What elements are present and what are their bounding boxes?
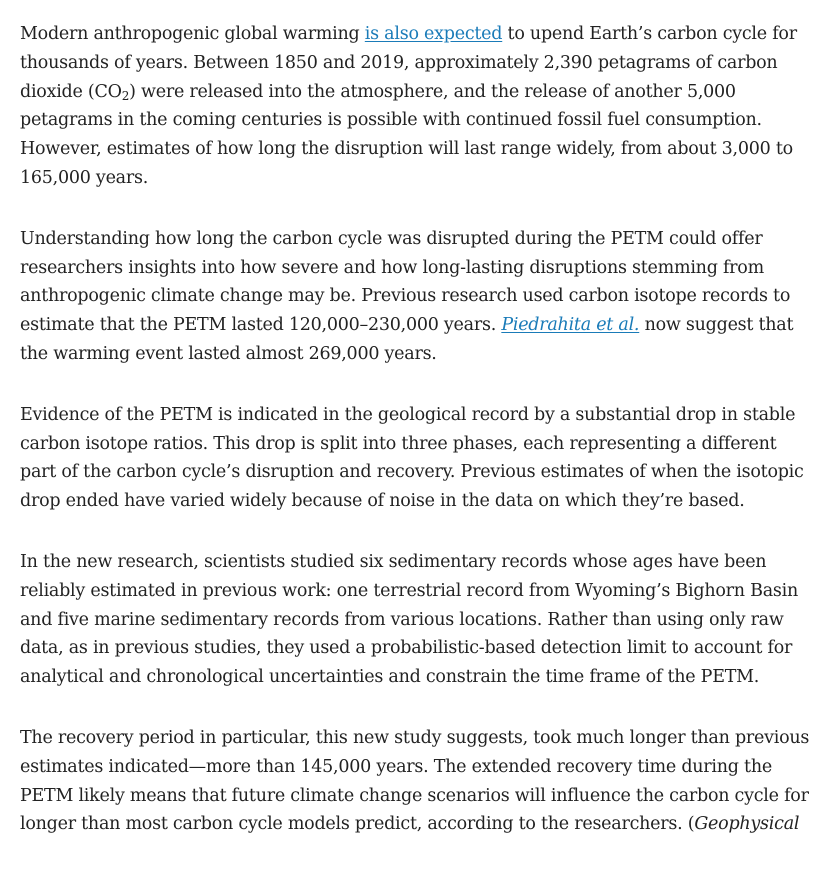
article-body [20, 20, 810, 871]
paragraph-5-text-a: The recovery period in particular, this new study suggests, took much longer than previous estimates indicated—more than 145,000 years. The extended recovery time during the PETM likely means that future climate change scenarios will influence the carbon cycle for longer than most carbon cycle models predict, according to the researchers. ( [20, 727, 810, 835]
paragraph-1-text-a: Modern anthropogenic global warming [20, 24, 365, 44]
journal-name-fragment: Geophysical [694, 814, 800, 835]
is-also-expected-link[interactable]: is also expected [364, 24, 503, 44]
paragraph-4: In the new research, scientists studied six sedimentary records whose ages have been reliably estimated in previous work: one terrestrial record from Wyoming’s Bighorn Basin and five marine sedimentary records from various locations. Rather than using only raw data, as in previous studies, they used a probabilistic-based detection limit to account for analytical and chronological uncertainties and constrain the time frame of the PETM. [20, 551, 798, 688]
co2-subscript: 2 [121, 88, 130, 103]
paragraph-1-text-c: ) were released into the atmosphere, and the release of another 5,000 petagrams in the coming centuries is possible with continued fossil fuel consumption. However, estimates of how long the disruption will last range widely, from about 3,000 to 165,000 years. [20, 81, 793, 188]
piedrahita-et-al-link[interactable]: Piedrahita et al. [501, 315, 640, 336]
paragraph-1-text-b: to upend Earth’s carbon cycle for thousands of years. Between 1850 and 2019, approximately 2,390 petagrams of carbon dioxide (CO [20, 24, 797, 102]
paragraph-2-text-a: Understanding how long the carbon cycle was disrupted during the PETM could offer researchers insights into how severe and how long-lasting disruptions stemming from anthropogenic climate change may be. Previous research used carbon isotope records to estimate that the PETM lasted 120,000–230,000 years. [20, 228, 791, 336]
paragraph-3: Evidence of the PETM is indicated in the geological record by a substantial drop in stable carbon isotope ratios. This drop is split into three phases, each representing a different part of the carbon cycle’s disruption and recovery. Previous estimates of when the isotopic drop ended have varied widely because of noise in the data on which they’re based. [20, 404, 804, 512]
paragraph-2 [20, 225, 810, 369]
paragraph-1 [20, 20, 810, 193]
paragraph-2-text-b: now suggest that the warming event lasted almost 269,000 years. [20, 315, 794, 364]
paragraph-5 [20, 724, 810, 839]
